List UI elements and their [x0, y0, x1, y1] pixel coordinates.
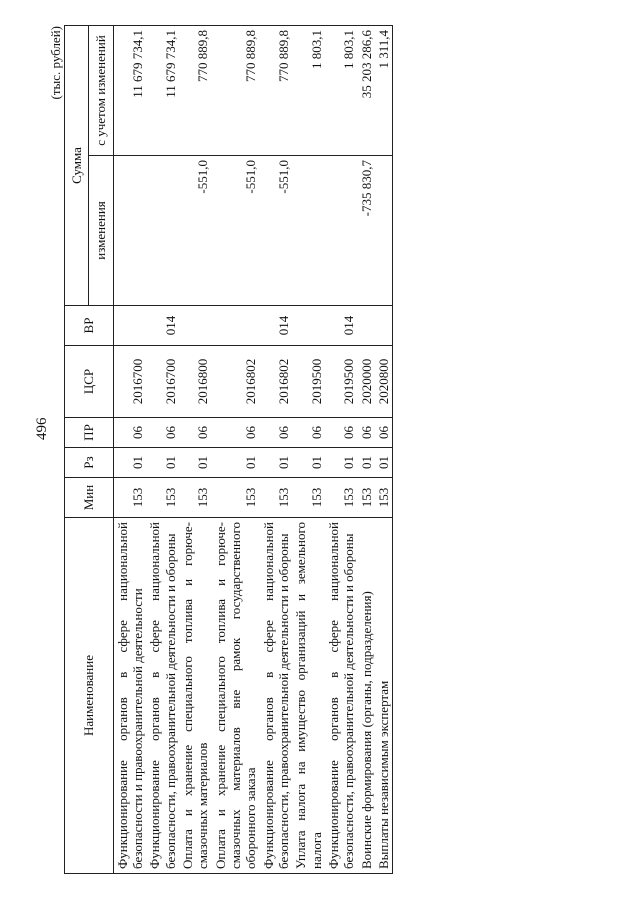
- row-pr: 06: [375, 418, 393, 448]
- row-total: 770 889,8: [179, 26, 212, 156]
- row-name: Воинские формирования (органы, подразделения): [358, 518, 375, 874]
- row-total: 1 803,1: [292, 26, 325, 156]
- row-name: Функционирование органов в сфере национальной безопасности, правоохранительной деятельности и обороны: [325, 518, 358, 874]
- header-csr: ЦСР: [65, 346, 114, 418]
- row-rz: 01: [325, 448, 358, 478]
- row-rz: 01: [113, 448, 146, 478]
- row-vr: 014: [260, 306, 293, 346]
- table-row: [375, 26, 393, 874]
- row-min: 153: [113, 478, 146, 518]
- rotated-page: [20, 20, 620, 880]
- row-change: [325, 156, 358, 306]
- row-min: 153: [179, 478, 212, 518]
- table-row: [212, 26, 260, 874]
- row-name: Оплата и хранение специального топлива и горюче-смазочных материалов: [179, 518, 212, 874]
- header-vr: ВР: [65, 306, 114, 346]
- table-row: [260, 26, 293, 874]
- row-pr: 06: [358, 418, 375, 448]
- row-total: 1 311,4: [375, 26, 393, 156]
- table-row: [325, 26, 358, 874]
- row-name: Уплата налога на имущество организаций и земельного налога: [292, 518, 325, 874]
- row-vr: [212, 306, 260, 346]
- row-total: 11 679 734,1: [113, 26, 146, 156]
- row-min: 153: [260, 478, 293, 518]
- row-change: [292, 156, 325, 306]
- row-rz: 01: [358, 448, 375, 478]
- row-min: 153: [292, 478, 325, 518]
- header-min: Мин: [65, 478, 114, 518]
- budget-table: [64, 25, 393, 874]
- row-vr: [375, 306, 393, 346]
- row-change: [146, 156, 179, 306]
- row-total: 770 889,8: [260, 26, 293, 156]
- row-total: 770 889,8: [212, 26, 260, 156]
- header-name: Наименование: [65, 518, 114, 874]
- header-with-changes: с учетом изменений: [89, 26, 113, 156]
- row-change: -551,0: [179, 156, 212, 306]
- row-csr: 2019500: [325, 346, 358, 418]
- row-pr: 06: [179, 418, 212, 448]
- row-vr: [113, 306, 146, 346]
- row-name: Функционирование органов в сфере национальной безопасности и правоохранительной деятельности: [113, 518, 146, 874]
- row-csr: 2019500: [292, 346, 325, 418]
- row-vr: [292, 306, 325, 346]
- table-row: [358, 26, 375, 874]
- table-row: [146, 26, 179, 874]
- row-vr: 014: [146, 306, 179, 346]
- table-header: [65, 26, 114, 874]
- row-csr: 2016800: [179, 346, 212, 418]
- row-total: 1 803,1: [325, 26, 358, 156]
- row-min: 153: [358, 478, 375, 518]
- row-change: -551,0: [212, 156, 260, 306]
- header-pr: ПР: [65, 418, 114, 448]
- row-min: 153: [325, 478, 358, 518]
- row-csr: 2020800: [375, 346, 393, 418]
- row-pr: 06: [260, 418, 293, 448]
- row-pr: 06: [212, 418, 260, 448]
- row-rz: 01: [375, 448, 393, 478]
- row-pr: 06: [146, 418, 179, 448]
- row-csr: 2020000: [358, 346, 375, 418]
- row-total: 35 203 286,6: [358, 26, 375, 156]
- row-change: -551,0: [260, 156, 293, 306]
- row-rz: 01: [260, 448, 293, 478]
- row-pr: 06: [292, 418, 325, 448]
- row-csr: 2016802: [260, 346, 293, 418]
- row-rz: 01: [146, 448, 179, 478]
- row-name: Оплата и хранение специального топлива и горюче-смазочных материалов вне рамок государственного оборонного заказа: [212, 518, 260, 874]
- row-rz: 01: [179, 448, 212, 478]
- header-sum: Сумма: [65, 26, 89, 306]
- row-vr: [179, 306, 212, 346]
- table-row: [292, 26, 325, 874]
- row-vr: 014: [325, 306, 358, 346]
- header-changes: изменения: [89, 156, 113, 306]
- row-csr: 2016700: [146, 346, 179, 418]
- table-row: [113, 26, 146, 874]
- row-change: -735 830,7: [358, 156, 375, 306]
- row-change: [375, 156, 393, 306]
- row-min: 153: [375, 478, 393, 518]
- table-body: [113, 26, 393, 874]
- row-rz: 01: [292, 448, 325, 478]
- page-number: 496: [34, 417, 50, 440]
- row-csr: 2016700: [113, 346, 146, 418]
- row-pr: 06: [113, 418, 146, 448]
- row-name: Выплаты независимым экспертам: [375, 518, 393, 874]
- row-min: 153: [212, 478, 260, 518]
- row-change: [113, 156, 146, 306]
- units-label: (тыс. рублей): [48, 26, 63, 100]
- row-min: 153: [146, 478, 179, 518]
- row-csr: 2016802: [212, 346, 260, 418]
- row-vr: [358, 306, 375, 346]
- row-name: Функционирование органов в сфере национальной безопасности, правоохранительной деятельности и обороны: [146, 518, 179, 874]
- row-rz: 01: [212, 448, 260, 478]
- header-rz: Рз: [65, 448, 114, 478]
- table-row: [179, 26, 212, 874]
- row-pr: 06: [325, 418, 358, 448]
- row-name: Функционирование органов в сфере национальной безопасности, правоохранительной деятельности и обороны: [260, 518, 293, 874]
- row-total: 11 679 734,1: [146, 26, 179, 156]
